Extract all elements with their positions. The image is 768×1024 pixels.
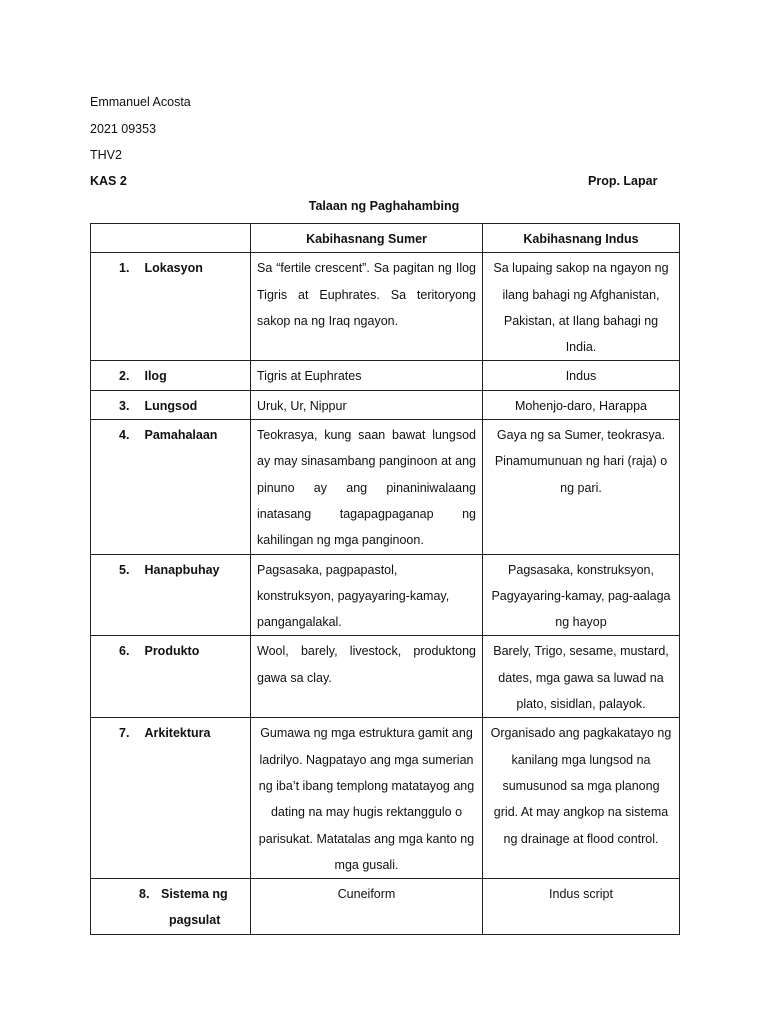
- sumer-cell: Uruk, Ur, Nippur: [251, 390, 483, 419]
- row-label-cell: [91, 390, 251, 419]
- table-row: [91, 420, 680, 554]
- row-label-cell: [91, 636, 251, 718]
- indus-cell: Pagsasaka, konstruksyon, Pagyayaring-kamay, pag-aalaga ng hayop: [483, 554, 680, 636]
- section: THV2: [90, 148, 122, 162]
- indus-cell: Mohenjo-daro, Harappa: [483, 390, 680, 419]
- row-label: Lungsod: [144, 398, 198, 413]
- row-number: 7.: [119, 726, 130, 741]
- student-name: Emmanuel Acosta: [90, 95, 191, 109]
- row-label-cell: [91, 420, 251, 554]
- row-number: 5.: [119, 562, 130, 577]
- row-label: Produkto: [144, 644, 200, 659]
- indus-cell: Barely, Trigo, sesame, mustard, dates, mga gawa sa luwad na plato, sisidlan, palayok.: [483, 636, 680, 718]
- table-header-row: [91, 224, 680, 253]
- indus-cell: Sa lupaing sakop na ngayon ng ilang bahagi ng Afghanistan, Pakistan, at Ilang bahagi ng India.: [483, 253, 680, 361]
- instructor-name: Prop. Lapar: [588, 174, 658, 188]
- table-row: [91, 879, 680, 935]
- row-label: Lokasyon: [144, 261, 203, 276]
- indus-cell: Organisado ang pagkakatayo ng kanilang mga lungsod na sumusunod sa mga planong grid. At may angkop na sistema ng drainage at flood control.: [483, 718, 680, 879]
- row-label-cell: [91, 554, 251, 636]
- row-label-continued: pagsulat: [169, 913, 221, 928]
- table-row: [91, 718, 680, 879]
- table-row: [91, 253, 680, 361]
- indus-cell: Indus script: [483, 879, 680, 935]
- row-label-cell: [91, 718, 251, 879]
- row-number: 2.: [119, 369, 130, 384]
- row-number: 4.: [119, 428, 130, 443]
- header-cell-empty: [91, 224, 251, 253]
- row-number: 3.: [119, 398, 130, 413]
- row-label-cell: [91, 361, 251, 390]
- table-row: [91, 390, 680, 419]
- row-number: 1.: [119, 261, 130, 276]
- sumer-cell: Cuneiform: [251, 879, 483, 935]
- sumer-cell: Wool, barely, livestock, produktong gawa sa clay.: [251, 636, 483, 718]
- document-title: Talaan ng Paghahambing: [308, 199, 460, 213]
- row-label-cell: [91, 879, 251, 935]
- row-label: Hanapbuhay: [144, 562, 220, 577]
- table-row: [91, 636, 680, 718]
- header-cell-sumer: Kabihasnang Sumer: [251, 224, 483, 253]
- row-label: Sistema ng: [161, 887, 228, 902]
- row-label: Pamahalaan: [144, 428, 218, 443]
- header-cell-indus: Kabihasnang Indus: [483, 224, 680, 253]
- row-number: 8.: [139, 887, 150, 902]
- comparison-table: [90, 223, 680, 935]
- indus-cell: Indus: [483, 361, 680, 390]
- table-row: [91, 361, 680, 390]
- activity-label: KAS 2: [90, 174, 127, 188]
- table-row: [91, 554, 680, 636]
- sumer-cell: Gumawa ng mga estruktura gamit ang ladrilyo. Nagpatayo ang mga sumerian ng iba’t ibang templong matatayog ang dating na may hugis rektanggulo o parisukat. Matatalas ang mga kanto ng mga gusali.: [251, 718, 483, 879]
- row-label: Ilog: [144, 369, 167, 384]
- sumer-cell: Sa “fertile crescent”. Sa pagitan ng Ilog Tigris at Euphrates. Sa teritoryong sakop na ng Iraq ngayon.: [251, 253, 483, 361]
- row-number: 6.: [119, 644, 130, 659]
- row-label: Arkitektura: [144, 726, 211, 741]
- row-label-cell: [91, 253, 251, 361]
- indus-cell: Gaya ng sa Sumer, teokrasya. Pinamumunuan ng hari (raja) o ng pari.: [483, 420, 680, 554]
- student-id: 2021 09353: [90, 122, 157, 136]
- sumer-cell: Tigris at Euphrates: [251, 361, 483, 390]
- sumer-cell: Teokrasya, kung saan bawat lungsod ay may sinasambang panginoon at ang pinuno ay ang pinaniniwalaang inatasang tagapagpaganap ng kahilingan ng mga panginoon.: [251, 420, 483, 554]
- sumer-cell: Pagsasaka, pagpapastol, konstruksyon, pagyayaring-kamay, pangangalakal.: [251, 554, 483, 636]
